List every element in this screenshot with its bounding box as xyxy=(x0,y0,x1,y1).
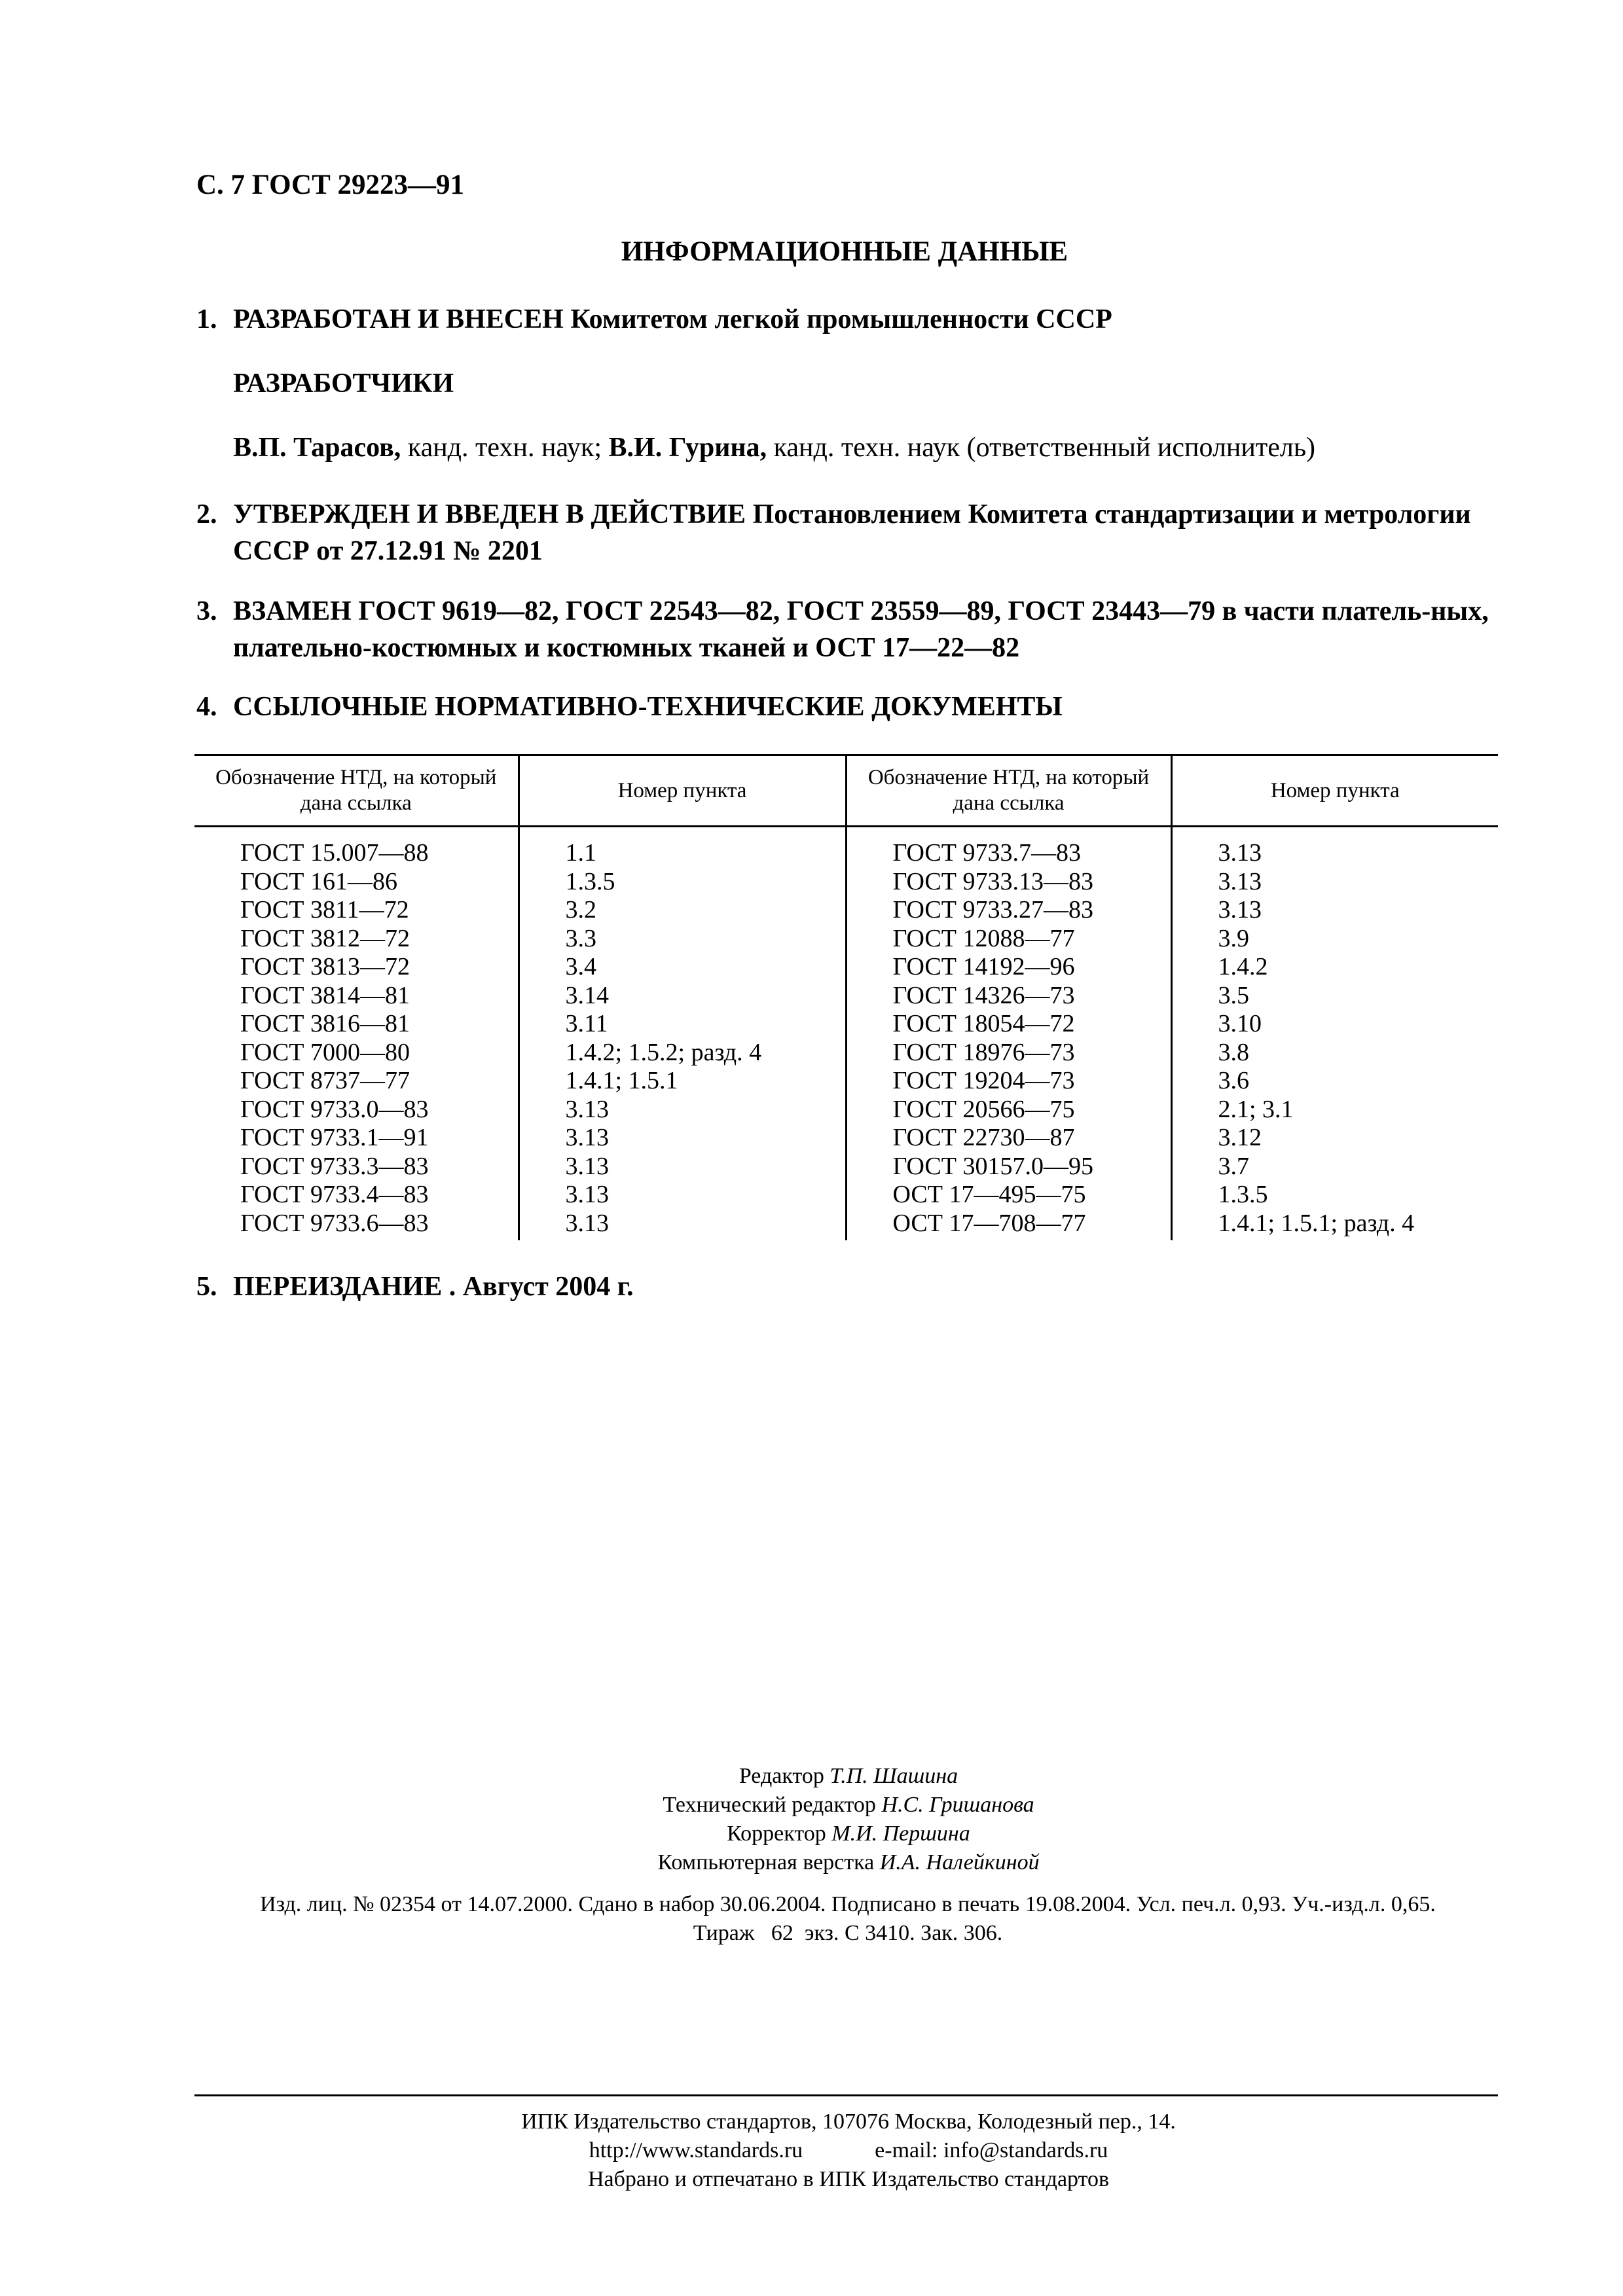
item-1 xyxy=(196,301,1506,338)
page-title: ИНФОРМАЦИОННЫЕ ДАННЫЕ xyxy=(621,236,1068,267)
table-row xyxy=(194,1181,1498,1210)
imprint-person: Н.С. Гришанова xyxy=(881,1793,1034,1817)
imprint-block xyxy=(0,1762,1623,1877)
item-text: Август 2004 г. xyxy=(462,1272,634,1302)
clause-number-cell: 3.11 xyxy=(519,1010,846,1039)
item-lead: ПЕРЕИЗДАНИЕ . xyxy=(233,1272,456,1302)
imprint-line xyxy=(0,1791,1623,1820)
item-text: Комитетом легкой промышленности СССР xyxy=(570,304,1112,334)
clause-number-cell: 3.4 xyxy=(519,953,846,982)
clause-number-cell: 3.12 xyxy=(1218,1124,1262,1151)
table-body xyxy=(194,827,1498,1241)
developers-list xyxy=(233,432,1315,463)
item-text: Постановлением Комитета стандартизации и метрологии СССР от 27.12.91 № 2201 xyxy=(233,499,1471,566)
item-number: 1. xyxy=(196,304,217,334)
document-designation-cell: ГОСТ 9733.3—83 xyxy=(194,1153,519,1181)
imprint-person: И.А. Налейкиной xyxy=(879,1850,1040,1874)
clause-number-cell: 3.14 xyxy=(519,982,846,1011)
clause-number-cell: 1.4.1; 1.5.1 xyxy=(519,1067,846,1096)
table-row xyxy=(194,1210,1498,1241)
publisher-contacts xyxy=(0,2136,1623,2165)
clause-number-cell: 1.1 xyxy=(519,827,846,868)
clause-number-cell: 1.4.2 xyxy=(1218,953,1268,980)
imprint-role: Компьютерная верстка xyxy=(657,1850,875,1874)
clause-number-cell: 3.2 xyxy=(519,896,846,925)
clause-number-cell: 3.13 xyxy=(519,1181,846,1210)
table-row xyxy=(194,896,1498,925)
document-designation-cell: ГОСТ 7000—80 xyxy=(194,1039,519,1067)
publishing-line: Изд. лиц. № 02354 от 14.07.2000. Сдано в набор 30.06.2004. Подписано в печать 19.08.2004. Усл. печ.л. 0,93. Уч.-изд.л. 0,65. xyxy=(260,1892,1436,1916)
item-5 xyxy=(196,1268,1506,1305)
clause-number-cell: 3.3 xyxy=(519,925,846,954)
document-designation-cell: ГОСТ 19204—73 xyxy=(846,1067,1171,1096)
reference-documents-table xyxy=(194,754,1498,1240)
column-header: Обозначение НТД, на который дана ссылка xyxy=(846,755,1171,827)
document-designation-cell: ГОСТ 9733.6—83 xyxy=(194,1210,519,1241)
column-header: Обозначение НТД, на который дана ссылка xyxy=(194,755,519,827)
clause-number-cell: 3.13 xyxy=(1218,896,1262,924)
clause-number-cell: 3.13 xyxy=(1218,867,1262,895)
item-lead: ВЗАМЕН ГОСТ 9619—82, ГОСТ 22543—82, ГОСТ 23559—89, ГОСТ 23443—79 xyxy=(233,596,1216,626)
table-row xyxy=(194,868,1498,897)
document-designation-cell: ГОСТ 9733.27—83 xyxy=(846,896,1171,925)
document-designation-cell: ГОСТ 161—86 xyxy=(194,868,519,897)
document-designation-cell: ГОСТ 20566—75 xyxy=(846,1096,1171,1124)
document-designation-cell: ГОСТ 9733.0—83 xyxy=(194,1096,519,1124)
imprint-role: Корректор xyxy=(727,1821,826,1846)
clause-number-cell: 3.9 xyxy=(1218,924,1249,952)
document-designation-cell: ОСТ 17—495—75 xyxy=(846,1181,1171,1210)
table-row xyxy=(194,1010,1498,1039)
table-row xyxy=(194,925,1498,954)
publishing-info xyxy=(196,1890,1499,1948)
clause-number-cell: 3.13 xyxy=(519,1210,846,1241)
item-number: 2. xyxy=(196,499,217,529)
clause-number-cell: 3.5 xyxy=(1218,981,1249,1009)
item-number: 5. xyxy=(196,1272,217,1302)
table-row xyxy=(194,1067,1498,1096)
clause-number-cell: 2.1; 3.1 xyxy=(1218,1095,1294,1123)
clause-number-cell: 3.13 xyxy=(519,1153,846,1181)
imprint-person: Т.П. Шашина xyxy=(830,1764,958,1788)
clause-number-cell: 3.13 xyxy=(519,1124,846,1153)
document-designation-cell: ГОСТ 3812—72 xyxy=(194,925,519,954)
document-designation-cell: ОСТ 17—708—77 xyxy=(846,1210,1171,1241)
imprint-line xyxy=(0,1762,1623,1791)
column-header: Номер пункта xyxy=(519,755,846,827)
footer-divider xyxy=(194,2094,1498,2096)
publishing-line: Тираж 62 экз. С 3410. Зак. 306. xyxy=(693,1921,1003,1945)
imprint-role: Редактор xyxy=(739,1764,824,1788)
document-designation-cell: ГОСТ 9733.13—83 xyxy=(846,868,1171,897)
imprint-line xyxy=(0,1848,1623,1877)
item-4 xyxy=(196,689,1506,725)
document-designation-cell: ГОСТ 14326—73 xyxy=(846,982,1171,1011)
clause-number-cell: 3.13 xyxy=(519,1096,846,1124)
document-designation-cell: ГОСТ 8737—77 xyxy=(194,1067,519,1096)
item-2 xyxy=(196,496,1506,569)
developer-name: В.И. Гурина, xyxy=(608,433,767,463)
publisher-footer xyxy=(0,2108,1623,2194)
clause-number-cell: 1.4.2; 1.5.2; разд. 4 xyxy=(519,1039,846,1067)
email-link[interactable]: e-mail: info@standards.ru xyxy=(875,2138,1108,2162)
document-designation-cell: ГОСТ 30157.0—95 xyxy=(846,1153,1171,1181)
column-header: Номер пункта xyxy=(1270,778,1400,802)
developer-degree: канд. техн. наук; xyxy=(407,433,602,463)
item-lead: УТВЕРЖДЕН И ВВЕДЕН В ДЕЙСТВИЕ xyxy=(233,499,746,529)
table-row xyxy=(194,1039,1498,1067)
item-lead: ССЫЛОЧНЫЕ НОРМАТИВНО-ТЕХНИЧЕСКИЕ ДОКУМЕНТЫ xyxy=(233,692,1063,722)
table-row xyxy=(194,1096,1498,1124)
document-designation-cell: ГОСТ 3813—72 xyxy=(194,953,519,982)
developer-degree: канд. техн. наук (ответственный исполнитель) xyxy=(773,433,1315,463)
item-number: 3. xyxy=(196,596,217,626)
document-designation-cell: ГОСТ 9733.7—83 xyxy=(846,827,1171,868)
page-header: С. 7 ГОСТ 29223—91 xyxy=(196,170,465,200)
clause-number-cell: 3.10 xyxy=(1218,1010,1262,1037)
table-row xyxy=(194,953,1498,982)
item-3 xyxy=(196,593,1506,666)
developer-name: В.П. Тарасов, xyxy=(233,433,401,463)
clause-number-cell: 1.3.5 xyxy=(1218,1181,1268,1208)
publisher-address: ИПК Издательство стандартов, 107076 Москва, Колодезный пер., 14. xyxy=(521,2109,1176,2134)
clause-number-cell: 3.8 xyxy=(1218,1038,1249,1066)
developers-heading: РАЗРАБОТЧИКИ xyxy=(233,368,454,399)
item-number: 4. xyxy=(196,692,217,722)
item-lead: РАЗРАБОТАН И ВНЕСЕН xyxy=(233,304,564,334)
document-designation-cell: ГОСТ 18976—73 xyxy=(846,1039,1171,1067)
imprint-line xyxy=(0,1820,1623,1848)
document-designation-cell: ГОСТ 3816—81 xyxy=(194,1010,519,1039)
table-row xyxy=(194,827,1498,868)
document-designation-cell: ГОСТ 9733.1—91 xyxy=(194,1124,519,1153)
website-link[interactable]: http://www.standards.ru xyxy=(589,2138,803,2162)
document-designation-cell: ГОСТ 18054—72 xyxy=(846,1010,1171,1039)
document-designation-cell: ГОСТ 12088—77 xyxy=(846,925,1171,954)
clause-number-cell: 1.4.1; 1.5.1; разд. 4 xyxy=(1218,1209,1415,1237)
document-designation-cell: ГОСТ 15.007—88 xyxy=(194,827,519,868)
clause-number-cell: 3.7 xyxy=(1218,1152,1249,1180)
item-text: в части платель-ных, плательно-костюмных и костюмных тканей и ОСТ 17—22—82 xyxy=(233,596,1489,663)
table-row xyxy=(194,982,1498,1011)
document-designation-cell: ГОСТ 3811—72 xyxy=(194,896,519,925)
table-row xyxy=(194,1124,1498,1153)
document-designation-cell: ГОСТ 14192—96 xyxy=(846,953,1171,982)
table-row xyxy=(194,1153,1498,1181)
publisher-note: Набрано и отпечатано в ИПК Издательство стандартов xyxy=(587,2167,1110,2191)
clause-number-cell: 1.3.5 xyxy=(519,868,846,897)
document-designation-cell: ГОСТ 3814—81 xyxy=(194,982,519,1011)
imprint-person: М.И. Першина xyxy=(831,1821,970,1846)
imprint-role: Технический редактор xyxy=(663,1793,876,1817)
clause-number-cell: 3.6 xyxy=(1218,1067,1249,1094)
document-designation-cell: ГОСТ 9733.4—83 xyxy=(194,1181,519,1210)
document-designation-cell: ГОСТ 22730—87 xyxy=(846,1124,1171,1153)
table-header-row xyxy=(194,755,1498,827)
clause-number-cell: 3.13 xyxy=(1218,839,1262,867)
